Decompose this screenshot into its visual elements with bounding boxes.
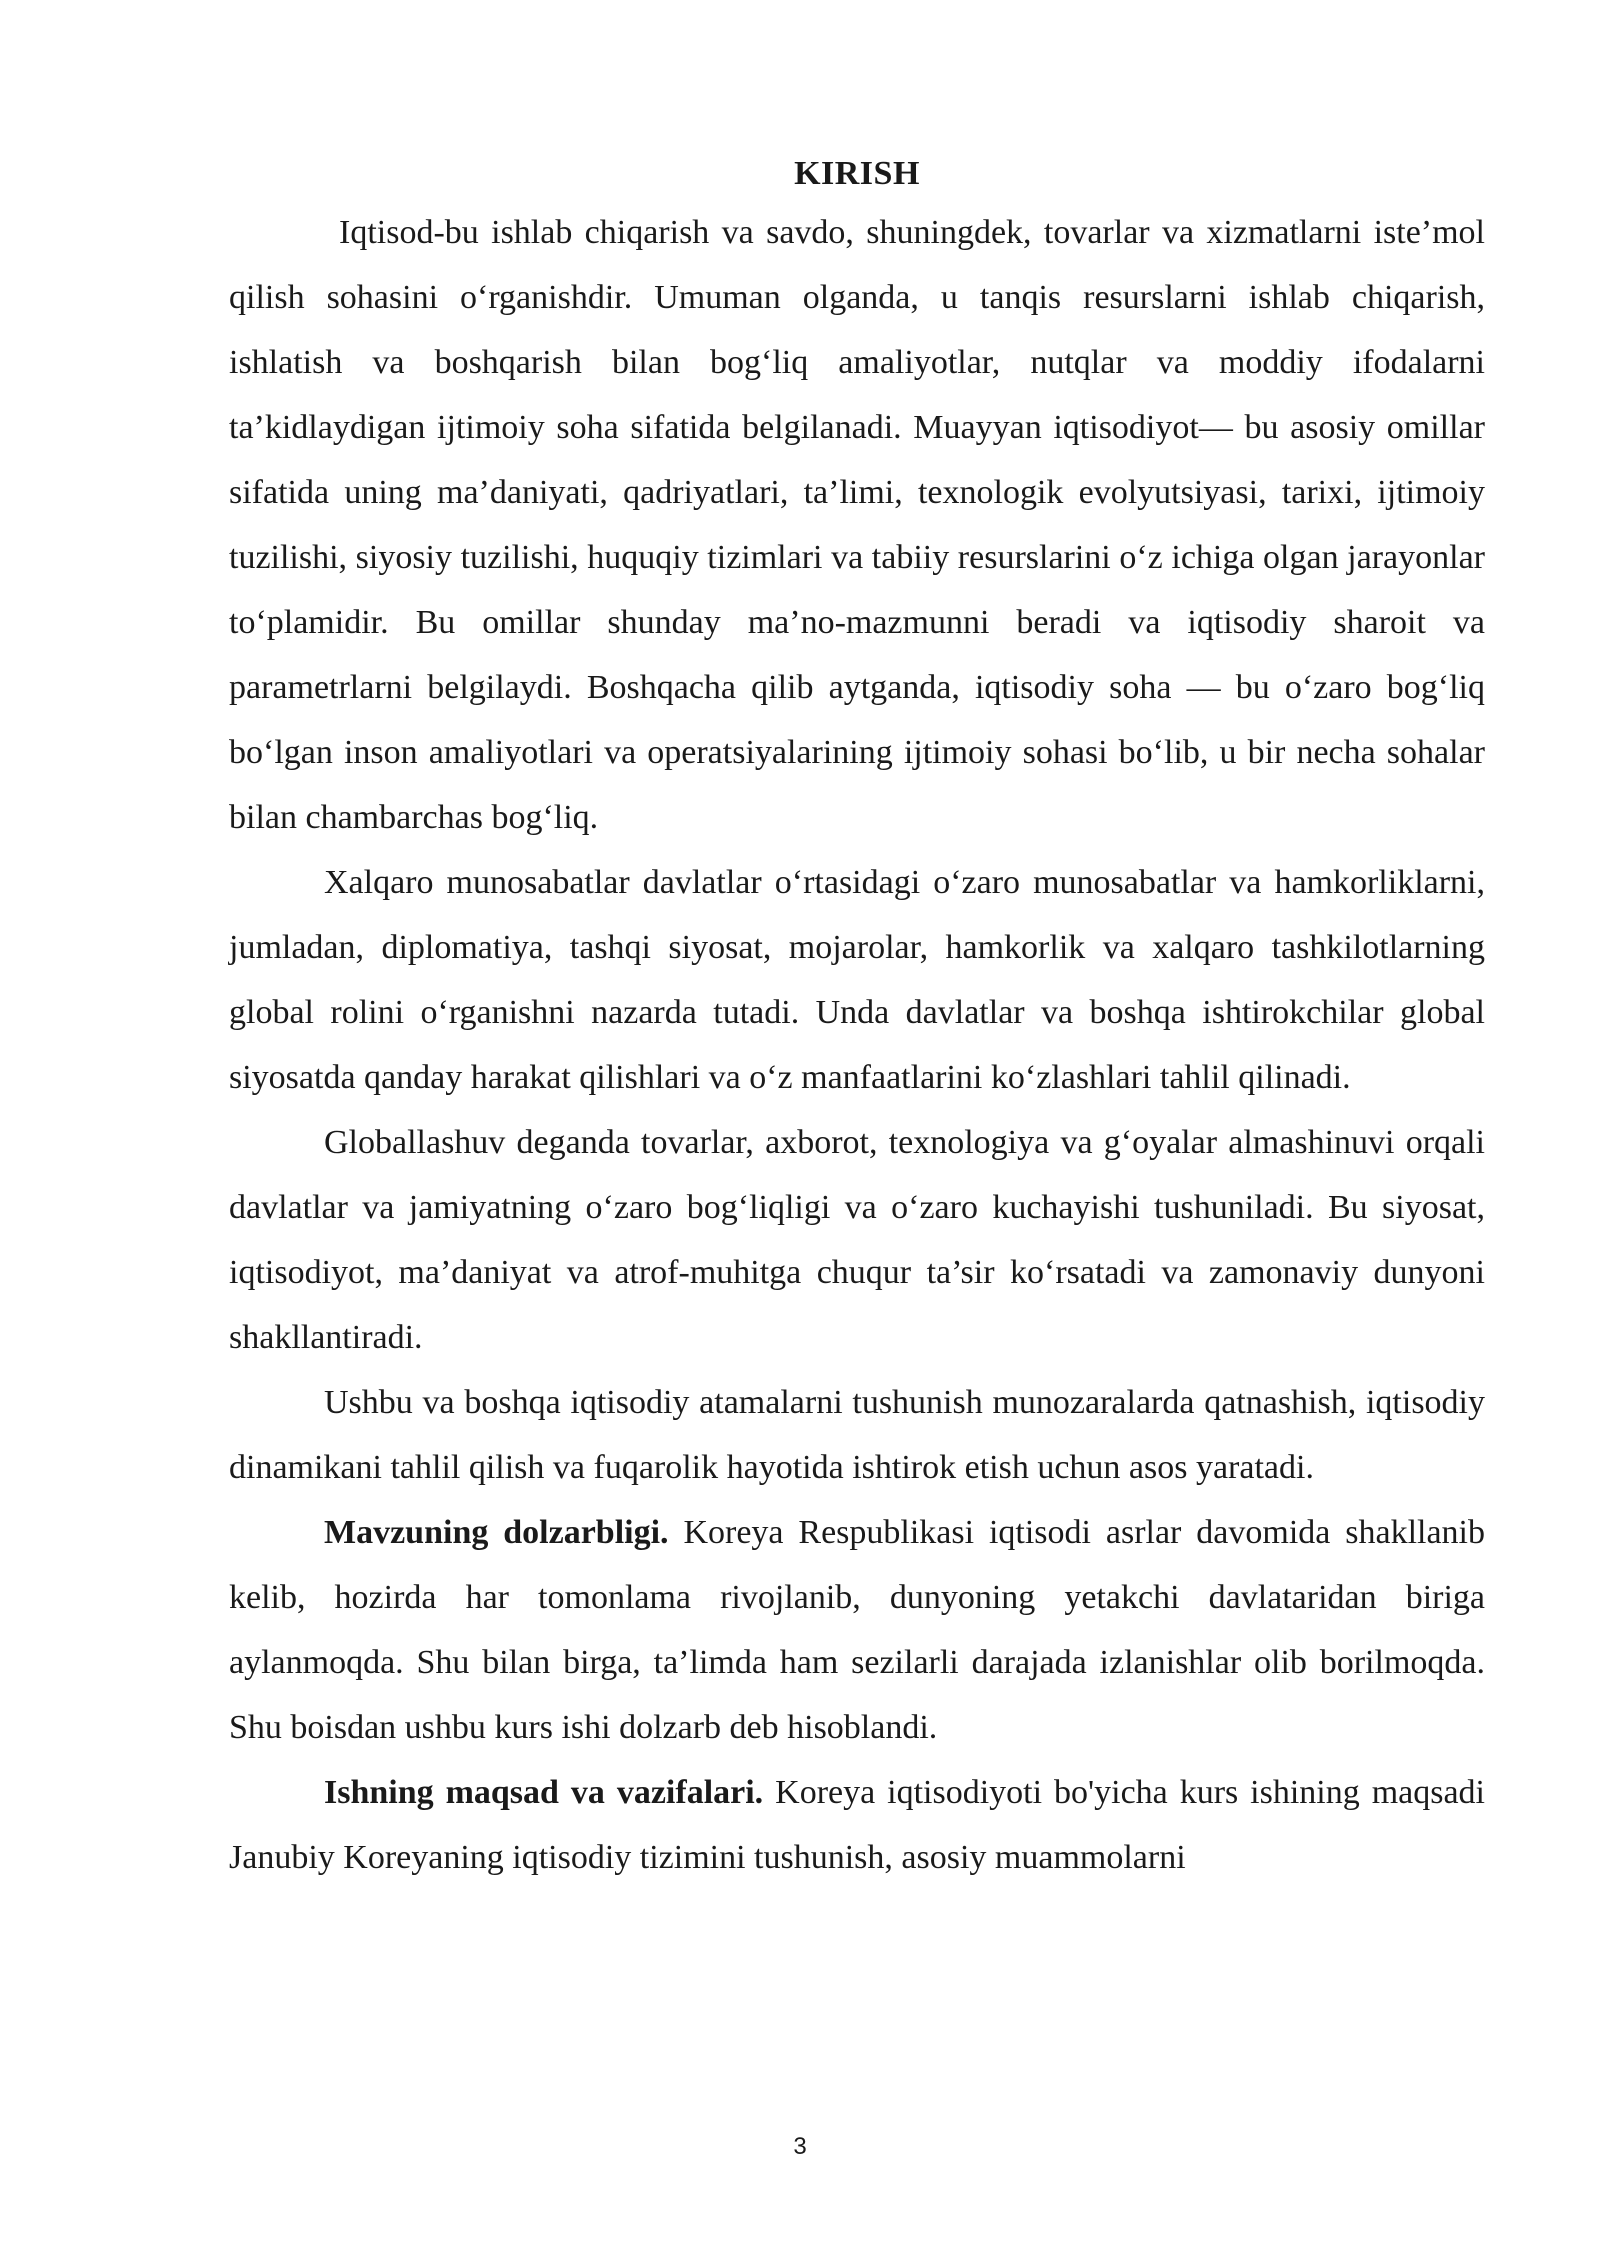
paragraph-international-relations: [229, 850, 1485, 1110]
paragraph-text: Koreya Respublikasi iqtisodi asrlar davomida shakllanib kelib, hozirda har tomonlama rivojlanib, dunyoning yetakchi davlataridan biriga aylanmoqda. Shu bilan birga, ta’limda ham sezilarli darajada izlanishlar olib borilmoqda. Shu boisdan ushbu kurs ishi dolzarb deb hisoblandi.: [229, 1514, 1486, 1746]
page-title: KIRISH: [794, 155, 920, 192]
paragraph-globalization: [229, 1110, 1485, 1370]
paragraph-goals: [229, 1760, 1485, 1890]
paragraph-text: Xalqaro munosabatlar davlatlar o‘rtasidagi o‘zaro munosabatlar va hamkorliklarni, jumladan, diplomatiya, tashqi siyosat, mojarolar, hamkorlik va xalqaro tashkilotlarning global rolini o‘rganishni nazarda tutadi. Unda davlatlar va boshqa ishtirokchilar global siyosatda qanday harakat qilishlari va o‘z manfaatlarini ko‘zlashlari tahlil qilinadi.: [229, 864, 1485, 1096]
paragraph-text: Ushbu va boshqa iqtisodiy atamalarni tushunish munozaralarda qatnashish, iqtisodiy dinamikani tahlil qilish va fuqarolik hayotida ishtirok etish uchun asos yaratadi.: [229, 1384, 1485, 1486]
relevance-heading: Mavzuning dolzarbligi.: [324, 1514, 669, 1551]
paragraph-relevance: [229, 1500, 1485, 1760]
page-body: [229, 148, 1485, 1890]
paragraph-text: Iqtisod-bu ishlab chiqarish va savdo, shuningdek, tovarlar va xizmatlarni iste’mol qilish sohasini o‘rganishdir. Umuman olganda, u tanqis resurslarni ishlab chiqarish, ishlatish va boshqarish bilan bog‘liq amaliyotlar, nutqlar va moddiy ifodalarni ta’kidlaydigan ijtimoiy soha sifatida belgilanadi. Muayyan iqtisodiyot— bu asosiy omillar sifatida uning ma’daniyati, qadriyatlari, ta’limi, texnologik evolyutsiyasi, tarixi, ijtimoiy tuzilishi, siyosiy tuzilishi, huquqiy tizimlari va tabiiy resurslarini o‘z ichiga olgan jarayonlar to‘plamidir. Bu omillar shunday ma’no-mazmunni beradi va iqtisodiy sharoit va parametrlarni belgilaydi. Boshqacha qilib aytganda, iqtisodiy soha — bu o‘zaro bog‘liq bo‘lgan inson amaliyotlari va operatsiyalarining ijtimoiy sohasi bo‘lib, u bir necha sohalar bilan chambarchas bog‘liq.: [229, 214, 1485, 836]
paragraph-terms: [229, 1370, 1485, 1500]
paragraph-text: Koreya iqtisodiyoti bo'yicha kurs ishining maqsadi Janubiy Koreyaning iqtisodiy tizimini tushunish, asosiy muammolarni: [229, 1774, 1486, 1876]
paragraph-intro: [229, 200, 1485, 850]
goals-heading: Ishning maqsad va vazifalari.: [324, 1774, 764, 1811]
paragraph-text: Globallashuv deganda tovarlar, axborot, texnologiya va g‘oyalar almashinuvi orqali davlatlar va jamiyatning o‘zaro bog‘liqligi va o‘zaro kuchayishi tushuniladi. Bu siyosat, iqtisodiyot, ma’daniyat va atrof-muhitga chuqur ta’sir ko‘rsatadi va zamonaviy dunyoni shakllantiradi.: [229, 1124, 1485, 1356]
page-number: 3: [793, 2133, 807, 2160]
